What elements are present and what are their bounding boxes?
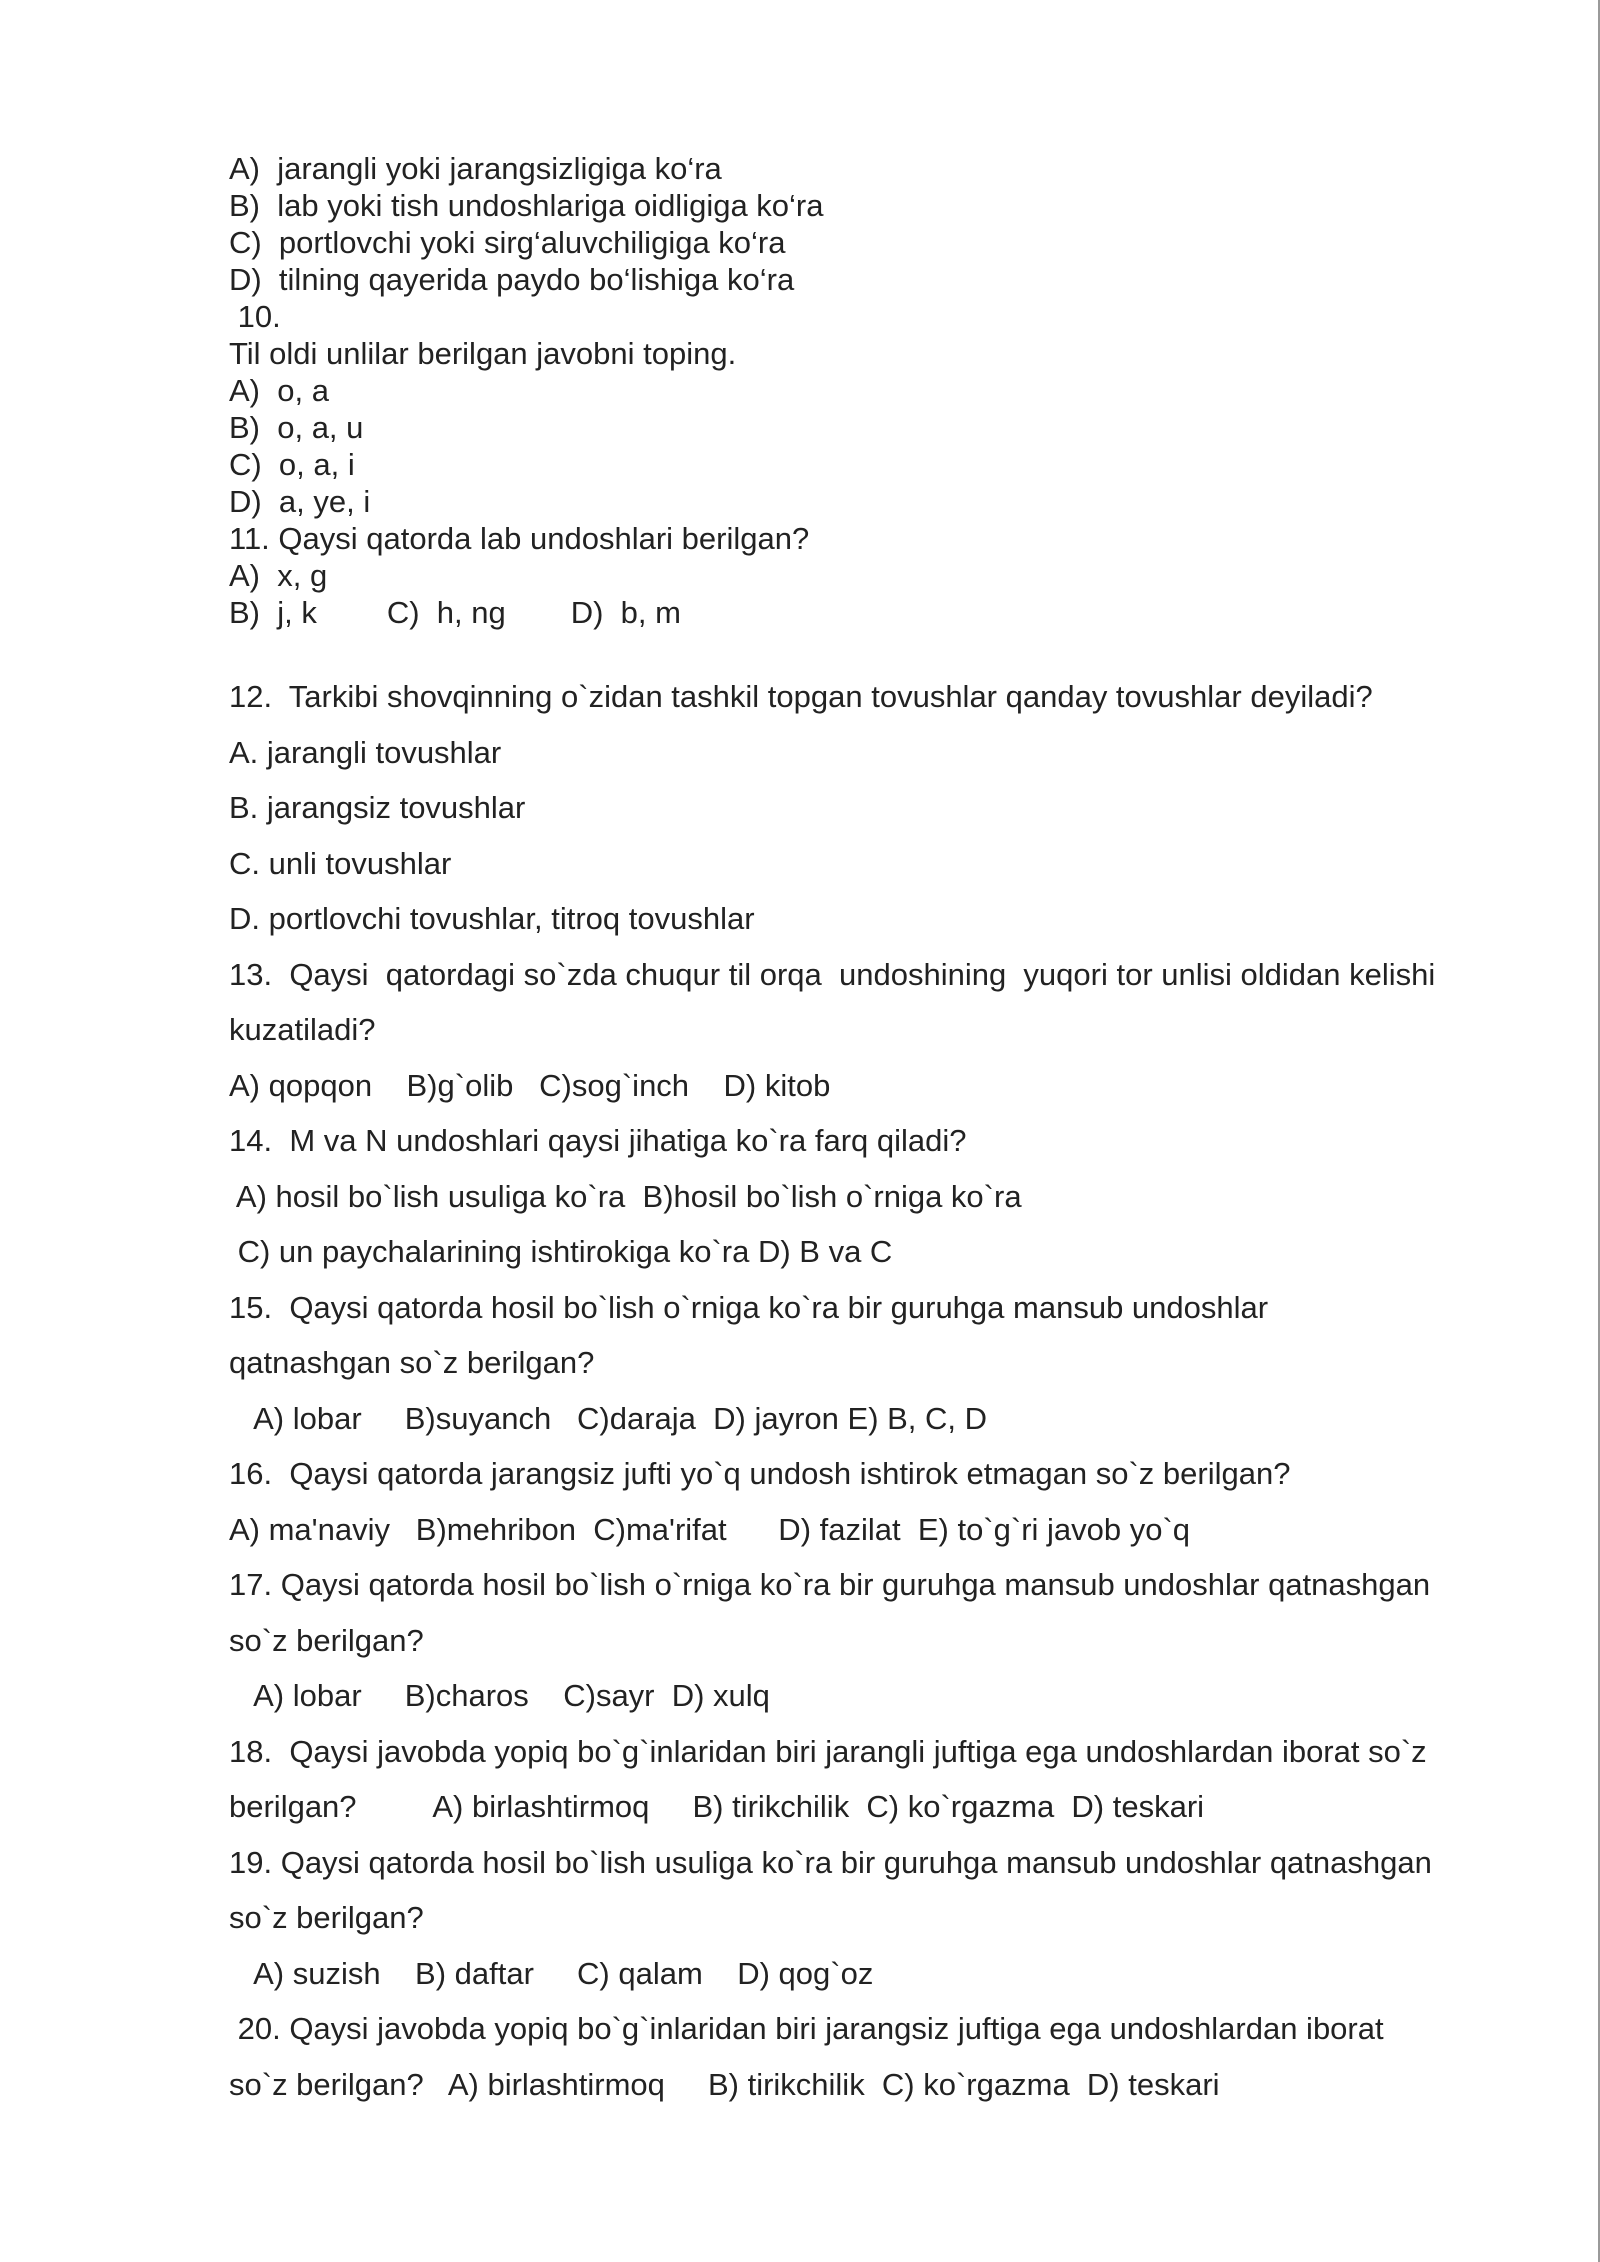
answer-option: C) o, a, i bbox=[229, 447, 355, 482]
answer-options-row: A) lobar B)suyanch C)daraja D) jayron E) B, C, D bbox=[229, 1400, 988, 1436]
answer-options-row: A) lobar B)charos C)sayr D) xulq bbox=[229, 1678, 770, 1713]
answer-option: A. jarangli tovushlar bbox=[229, 734, 502, 770]
question-block-top bbox=[229, 150, 824, 631]
answer-options-row bbox=[229, 594, 824, 631]
question-text: 15. Qaysi qatorda hosil bo`lish o`rniga ko`ra bir guruhga mansub undoshlar bbox=[229, 1289, 1269, 1325]
question-text: 19. Qaysi qatorda hosil bo`lish usuliga ko`ra bir guruhga mansub undoshlar qatnashgan bbox=[229, 1844, 1432, 1880]
question-text: kuzatiladi? bbox=[229, 1012, 376, 1047]
question-text: Til oldi unlilar berilgan javobni toping. bbox=[229, 336, 737, 371]
question-with-options: so`z berilgan? A) birlashtirmoq B) tirikchilik C) ko`rgazma D) teskari bbox=[229, 2066, 1220, 2102]
question-text: 16. Qaysi qatorda jarangsiz jufti yo`q undosh ishtirok etmagan so`z berilgan? bbox=[229, 1456, 1291, 1491]
answer-option: A) x, g bbox=[229, 558, 328, 593]
question-with-options: berilgan? A) birlashtirmoq B) tirikchilik C) ko`rgazma D) teskari bbox=[229, 1789, 1205, 1824]
question-text: so`z berilgan? bbox=[229, 1622, 424, 1658]
answer-options-row: A) hosil bo`lish usuliga ko`ra B)hosil bo`lish o`rniga ko`ra bbox=[229, 1178, 1022, 1214]
answer-option: C) h, ng bbox=[386, 595, 506, 630]
answer-option: D) b, m bbox=[570, 595, 681, 630]
answer-options-row: A) ma'naviy B)mehribon C)ma'rifat D) fazilat E) to`g`ri javob yo`q bbox=[229, 1511, 1191, 1547]
answer-option: B) j, k bbox=[229, 595, 317, 630]
question-text: 13. Qaysi qatordagi so`zda chuqur til orqa undoshining yuqori tor unlisi oldidan kelishi bbox=[229, 956, 1436, 992]
answer-option: B) o, a, u bbox=[229, 410, 364, 445]
answer-option: D) a, ye, i bbox=[229, 484, 371, 519]
question-text: qatnashgan so`z berilgan? bbox=[229, 1345, 595, 1380]
answer-options-row: C) un paychalarining ishtirokiga ko`ra D) B va C bbox=[229, 1234, 893, 1269]
answer-option: D. portlovchi tovushlar, titroq tovushlar bbox=[229, 901, 755, 936]
question-text: 17. Qaysi qatorda hosil bo`lish o`rniga ko`ra bir guruhga mansub undoshlar qatnashgan bbox=[229, 1567, 1431, 1602]
question-number: 10. bbox=[229, 299, 281, 334]
answer-option: C. unli tovushlar bbox=[229, 845, 452, 881]
question-text: so`z berilgan? bbox=[229, 1900, 424, 1935]
question-text: 12. Tarkibi shovqinning o`zidan tashkil topgan tovushlar qanday tovushlar deyiladi? bbox=[229, 679, 1373, 714]
answer-option: A) o, a bbox=[229, 373, 329, 408]
question-block-main bbox=[229, 669, 1559, 2112]
question-text: 18. Qaysi javobda yopiq bo`g`inlaridan biri jarangli juftiga ega undoshlardan iborat so`z bbox=[229, 1733, 1427, 1769]
answer-option: A) jarangli yoki jarangsizligiga ko‘ra bbox=[229, 151, 722, 186]
question-text: 20. Qaysi javobda yopiq bo`g`inlaridan biri jarangsiz juftiga ega undoshlardan iborat bbox=[229, 2011, 1384, 2046]
answer-option: C) portlovchi yoki sirg‘aluvchiligiga ko‘ra bbox=[229, 225, 786, 260]
question-text: 11. Qaysi qatorda lab undoshlari berilgan? bbox=[229, 521, 810, 556]
question-text: 14. M va N undoshlari qaysi jihatiga ko`ra farq qiladi? bbox=[229, 1123, 967, 1158]
answer-options-row: A) suzish B) daftar C) qalam D) qog`oz bbox=[229, 1955, 874, 1991]
answer-options-row: A) qopqon B)g`olib C)sog`inch D) kitob bbox=[229, 1067, 831, 1103]
answer-option: B. jarangsiz tovushlar bbox=[229, 790, 526, 825]
answer-option: B) lab yoki tish undoshlariga oidligiga ko‘ra bbox=[229, 188, 824, 223]
answer-option: D) tilning qayerida paydo bo‘lishiga ko‘ra bbox=[229, 262, 795, 297]
